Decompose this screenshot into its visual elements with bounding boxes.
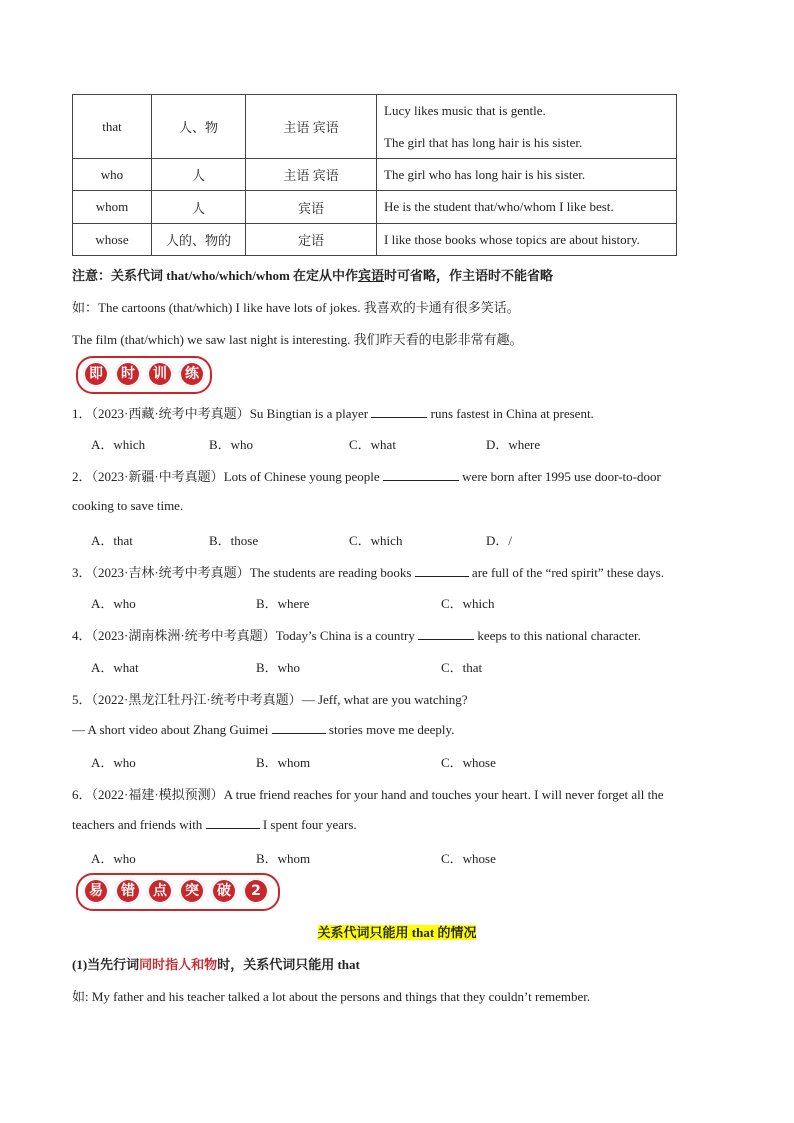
option-c[interactable]: C．what	[349, 437, 396, 452]
rule-1: (1)当先行词同时指人和物时，关系代词只能用 that	[72, 957, 360, 972]
pronoun-cell: whose	[73, 224, 152, 256]
option-b[interactable]: B．whom	[256, 755, 311, 770]
question-4: 4．（2023·湖南株洲·统考中考真题）Today’s China is a country keeps to this national character.	[72, 628, 641, 643]
badge-char: 突	[179, 878, 205, 904]
option-b[interactable]: B．those	[209, 533, 259, 548]
option-c[interactable]: C．whose	[441, 851, 496, 866]
option-d[interactable]: D．/	[486, 533, 513, 548]
badge-char: 训	[147, 361, 173, 387]
question-2: 2．（2023·新疆·中考真题）Lots of Chinese young people were born after 1995 use door-to-door	[72, 469, 661, 484]
badge-char: 点	[147, 878, 173, 904]
question-5-line2: — A short video about Zhang Guimei stories move me deeply.	[72, 722, 455, 737]
table-row	[73, 95, 677, 159]
option-a[interactable]: A．who	[91, 596, 136, 611]
rule-1-example: 如: My father and his teacher talked a lot about the persons and things that they couldn’t remember.	[72, 989, 591, 1004]
example-cell: He is the student that/who/whom I like best.	[377, 191, 677, 224]
relative-pronoun-table	[72, 94, 677, 256]
table-row	[73, 224, 677, 256]
option-c[interactable]: C．whose	[441, 755, 496, 770]
example-sentence: The film (that/which) we saw last night is interesting. 我们昨天看的电影非常有趣。	[72, 332, 523, 347]
option-b[interactable]: B．who	[256, 660, 301, 675]
option-a[interactable]: A．which	[91, 437, 146, 452]
badge-char: 2	[243, 878, 269, 904]
example-line: Lucy likes music that is gentle.	[384, 102, 546, 118]
table-row	[73, 191, 677, 224]
answer-blank[interactable]	[383, 468, 459, 481]
answer-blank[interactable]	[415, 564, 469, 577]
badge-char: 练	[179, 361, 205, 387]
question-1: 1．（2023·西藏·统考中考真题）Su Bingtian is a player runs fastest in China at present.	[72, 406, 594, 421]
option-d[interactable]: D．where	[486, 437, 541, 452]
pronoun-cell: whom	[73, 191, 152, 224]
badge-char: 时	[115, 361, 141, 387]
answer-blank[interactable]	[206, 816, 260, 829]
antecedent-cell: 人	[152, 159, 246, 191]
note-line	[72, 265, 553, 284]
question-6: 6．（2022·福建·模拟预测）A true friend reaches for your hand and touches your heart. I will never forget all the	[72, 787, 664, 802]
note-prefix: 注意：关系代词 that/who/which/whom 在定从中作	[72, 268, 359, 283]
answer-blank[interactable]	[272, 721, 326, 734]
example-sentence: 如：The cartoons (that/which) I like have lots of jokes. 我喜欢的卡通有很多笑话。	[72, 300, 520, 315]
function-cell: 主语 宾语	[246, 159, 377, 191]
badge-char: 破	[211, 878, 237, 904]
antecedent-cell: 人的、物的	[152, 224, 246, 256]
table-row	[73, 159, 677, 191]
function-cell: 主语 宾语	[246, 95, 377, 159]
option-b[interactable]: B．where	[256, 596, 310, 611]
section-title: 关系代词只能用 that 的情况	[317, 925, 477, 940]
answer-blank[interactable]	[418, 627, 474, 640]
question-6-line2: teachers and friends with I spent four years.	[72, 817, 357, 832]
example-cell: I like those books whose topics are about history.	[377, 224, 677, 256]
example-cell: The girl who has long hair is his sister.	[377, 159, 677, 191]
example-cell	[377, 95, 677, 159]
option-a[interactable]: A．that	[91, 533, 133, 548]
pronoun-cell: that	[73, 95, 152, 159]
option-c[interactable]: C．which	[349, 533, 403, 548]
note-suffix: 时可省略，作主语时不能省略	[384, 268, 554, 283]
option-c[interactable]: C．that	[441, 660, 483, 675]
function-cell: 定语	[246, 224, 377, 256]
note-underlined: 宾语	[358, 268, 385, 283]
option-a[interactable]: A．who	[91, 851, 136, 866]
option-b[interactable]: B．who	[209, 437, 254, 452]
question-2-continued: cooking to save time.	[72, 498, 184, 513]
badge-char: 即	[83, 361, 109, 387]
option-a[interactable]: A．what	[91, 660, 139, 675]
error-points-badge	[76, 873, 280, 911]
antecedent-cell: 人	[152, 191, 246, 224]
option-b[interactable]: B．whom	[256, 851, 311, 866]
example-line: The girl that has long hair is his sister.	[384, 134, 583, 150]
antecedent-cell: 人、物	[152, 95, 246, 159]
question-3: 3．（2023·吉林·统考中考真题）The students are reading books are full of the “red spirit” these days.	[72, 565, 664, 580]
option-a[interactable]: A．who	[91, 755, 136, 770]
answer-blank[interactable]	[371, 405, 427, 418]
option-c[interactable]: C．which	[441, 596, 495, 611]
function-cell: 宾语	[246, 191, 377, 224]
badge-char: 易	[83, 878, 109, 904]
badge-char: 错	[115, 878, 141, 904]
question-5: 5．（2022·黑龙江牡丹江·统考中考真题）— Jeff, what are you watching?	[72, 692, 468, 707]
pronoun-cell: who	[73, 159, 152, 191]
practice-badge	[76, 356, 212, 394]
